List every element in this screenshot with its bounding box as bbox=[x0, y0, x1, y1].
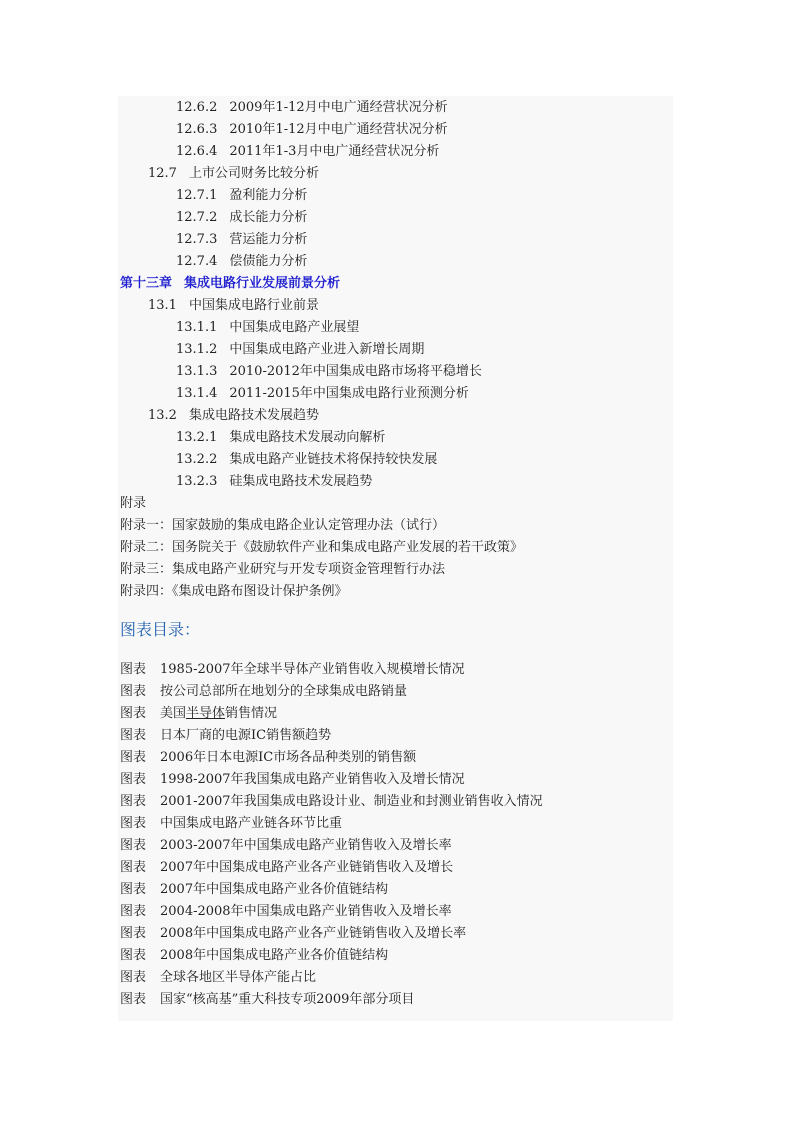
figure-label: 图表 bbox=[120, 662, 147, 677]
toc-number: 第十三章 bbox=[120, 276, 173, 291]
toc-text: 2011-2015年中国集成电路行业预测分析 bbox=[229, 386, 469, 401]
figure-item[interactable] bbox=[120, 901, 680, 923]
appendix-item[interactable]: 附录一：国家鼓励的集成电路企业认定管理办法（试行） bbox=[120, 518, 446, 533]
toc-text: 2009年1-12月中电广通经营状况分析 bbox=[229, 100, 448, 115]
figure-text: 2006年日本电源IC市场各品种类别的销售额 bbox=[160, 750, 417, 765]
toc-item[interactable] bbox=[120, 361, 680, 383]
toc-item[interactable] bbox=[120, 449, 680, 471]
figure-label: 图表 bbox=[120, 706, 147, 721]
figure-label: 图表 bbox=[120, 948, 147, 963]
toc-text: 上市公司财务比较分析 bbox=[188, 166, 319, 181]
figure-text: 2001-2007年我国集成电路设计业、制造业和封测业销售收入情况 bbox=[160, 794, 543, 809]
figure-label: 图表 bbox=[120, 992, 147, 1007]
figure-label: 图表 bbox=[120, 882, 147, 897]
figure-text: 1985-2007年全球半导体产业销售收入规模增长情况 bbox=[160, 662, 465, 677]
toc-number: 13.1.4 bbox=[176, 386, 218, 401]
toc-number: 12.6.3 bbox=[176, 122, 218, 137]
figure-text: 国家“核高基”重大科技专项2009年部分项目 bbox=[160, 992, 415, 1007]
figure-text: 2008年中国集成电路产业各产业链销售收入及增长率 bbox=[160, 926, 467, 941]
toc-text: 集成电路行业发展前景分析 bbox=[184, 276, 341, 291]
appendix-list bbox=[120, 493, 680, 603]
toc-text: 2011年1-3月中电广通经营状况分析 bbox=[229, 144, 440, 159]
appendix-item[interactable]: 附录 bbox=[120, 496, 147, 511]
toc-item[interactable] bbox=[120, 339, 680, 361]
toc-item[interactable] bbox=[120, 185, 680, 207]
toc-text: 盈利能力分析 bbox=[229, 188, 308, 203]
figure-label: 图表 bbox=[120, 772, 147, 787]
figure-text: 1998-2007年我国集成电路产业销售收入及增长情况 bbox=[160, 772, 465, 787]
toc-item[interactable] bbox=[120, 383, 680, 405]
figure-text: 美国 bbox=[160, 706, 187, 721]
figure-item[interactable] bbox=[120, 791, 680, 813]
figure-item[interactable] bbox=[120, 945, 680, 967]
figure-label: 图表 bbox=[120, 794, 147, 809]
toc-chapter[interactable] bbox=[120, 273, 680, 295]
figures-title: 图表目录： bbox=[120, 620, 201, 639]
toc-text: 集成电路产业链技术将保持较快发展 bbox=[229, 452, 438, 467]
figure-text: 2007年中国集成电路产业各产业链销售收入及增长 bbox=[160, 860, 454, 875]
figure-text: 2003-2007年中国集成电路产业销售收入及增长率 bbox=[160, 838, 452, 853]
figure-label: 图表 bbox=[120, 860, 147, 875]
toc-number: 13.2.2 bbox=[176, 452, 218, 467]
toc-text: 中国集成电路行业前景 bbox=[188, 298, 319, 313]
toc-text: 集成电路技术发展趋势 bbox=[188, 408, 319, 423]
figure-text: 日本厂商的电源IC销售额趋势 bbox=[160, 728, 332, 743]
toc-text: 2010年1-12月中电广通经营状况分析 bbox=[229, 122, 448, 137]
toc-number: 12.6.2 bbox=[176, 100, 218, 115]
figures-list bbox=[120, 659, 680, 1011]
document-body bbox=[120, 97, 680, 1011]
toc-number: 12.7.2 bbox=[176, 210, 218, 225]
figure-item[interactable] bbox=[120, 703, 680, 725]
toc-text: 营运能力分析 bbox=[229, 232, 308, 247]
figure-text: 全球各地区半导体产能占比 bbox=[160, 970, 317, 985]
toc-item[interactable] bbox=[120, 229, 680, 251]
toc-number: 12.7.4 bbox=[176, 254, 218, 269]
toc-text: 硅集成电路技术发展趋势 bbox=[229, 474, 373, 489]
toc-number: 13.2.1 bbox=[176, 430, 218, 445]
figure-text: 2007年中国集成电路产业各价值链结构 bbox=[160, 882, 389, 897]
toc-number: 13.1.3 bbox=[176, 364, 218, 379]
figure-item[interactable] bbox=[120, 747, 680, 769]
figure-label: 图表 bbox=[120, 838, 147, 853]
figure-item[interactable] bbox=[120, 879, 680, 901]
toc-text: 中国集成电路产业展望 bbox=[229, 320, 360, 335]
toc-item[interactable] bbox=[120, 471, 680, 493]
figure-text: 中国集成电路产业链各环节比重 bbox=[160, 816, 343, 831]
toc-number: 13.2.3 bbox=[176, 474, 218, 489]
toc-number: 13.1 bbox=[148, 298, 177, 313]
figure-item[interactable] bbox=[120, 659, 680, 681]
toc-item[interactable] bbox=[120, 251, 680, 273]
figure-label: 图表 bbox=[120, 816, 147, 831]
toc-number: 13.2 bbox=[148, 408, 177, 423]
figure-label: 图表 bbox=[120, 904, 147, 919]
figure-text: 销售情况 bbox=[225, 706, 278, 721]
figure-link[interactable]: 半导体 bbox=[186, 706, 226, 721]
figure-label: 图表 bbox=[120, 926, 147, 941]
figure-label: 图表 bbox=[120, 970, 147, 985]
figure-item[interactable] bbox=[120, 813, 680, 835]
figure-item[interactable] bbox=[120, 967, 680, 989]
toc-number: 12.7.3 bbox=[176, 232, 218, 247]
toc-item[interactable] bbox=[120, 207, 680, 229]
toc-item[interactable] bbox=[120, 119, 680, 141]
figure-item[interactable] bbox=[120, 769, 680, 791]
toc-item[interactable] bbox=[120, 427, 680, 449]
toc-number: 13.1.2 bbox=[176, 342, 218, 357]
figure-item[interactable] bbox=[120, 725, 680, 747]
toc-item[interactable] bbox=[120, 405, 680, 427]
figure-text: 2008年中国集成电路产业各价值链结构 bbox=[160, 948, 389, 963]
appendix-item[interactable]: 附录三：集成电路产业研究与开发专项资金管理暂行办法 bbox=[120, 562, 446, 577]
toc-number: 12.7.1 bbox=[176, 188, 218, 203]
toc-text: 2010-2012年中国集成电路市场将平稳增长 bbox=[229, 364, 482, 379]
toc-item[interactable] bbox=[120, 97, 680, 119]
figure-label: 图表 bbox=[120, 728, 147, 743]
toc-number: 12.7 bbox=[148, 166, 177, 181]
figure-item[interactable] bbox=[120, 989, 680, 1011]
appendix-item[interactable]: 附录二：国务院关于《鼓励软件产业和集成电路产业发展的若干政策》 bbox=[120, 540, 524, 555]
toc-number: 12.6.4 bbox=[176, 144, 218, 159]
toc-text: 偿债能力分析 bbox=[229, 254, 308, 269]
toc-item[interactable] bbox=[120, 317, 680, 339]
toc-item[interactable] bbox=[120, 295, 680, 317]
toc-text: 成长能力分析 bbox=[229, 210, 308, 225]
toc-text: 中国集成电路产业进入新增长周期 bbox=[229, 342, 425, 357]
toc-text: 集成电路技术发展动向解析 bbox=[229, 430, 386, 445]
figure-item[interactable] bbox=[120, 923, 680, 945]
figure-text: 按公司总部所在地划分的全球集成电路销量 bbox=[160, 684, 408, 699]
figure-label: 图表 bbox=[120, 684, 147, 699]
appendix-item[interactable]: 附录四：《集成电路布图设计保护条例》 bbox=[120, 584, 348, 599]
figure-text: 2004-2008年中国集成电路产业销售收入及增长率 bbox=[160, 904, 452, 919]
figure-item[interactable] bbox=[120, 835, 680, 857]
table-of-contents bbox=[120, 97, 680, 493]
toc-item[interactable] bbox=[120, 141, 680, 163]
figure-label: 图表 bbox=[120, 750, 147, 765]
figure-item[interactable] bbox=[120, 857, 680, 879]
toc-number: 13.1.1 bbox=[176, 320, 218, 335]
figure-item[interactable] bbox=[120, 681, 680, 703]
toc-item[interactable] bbox=[120, 163, 680, 185]
